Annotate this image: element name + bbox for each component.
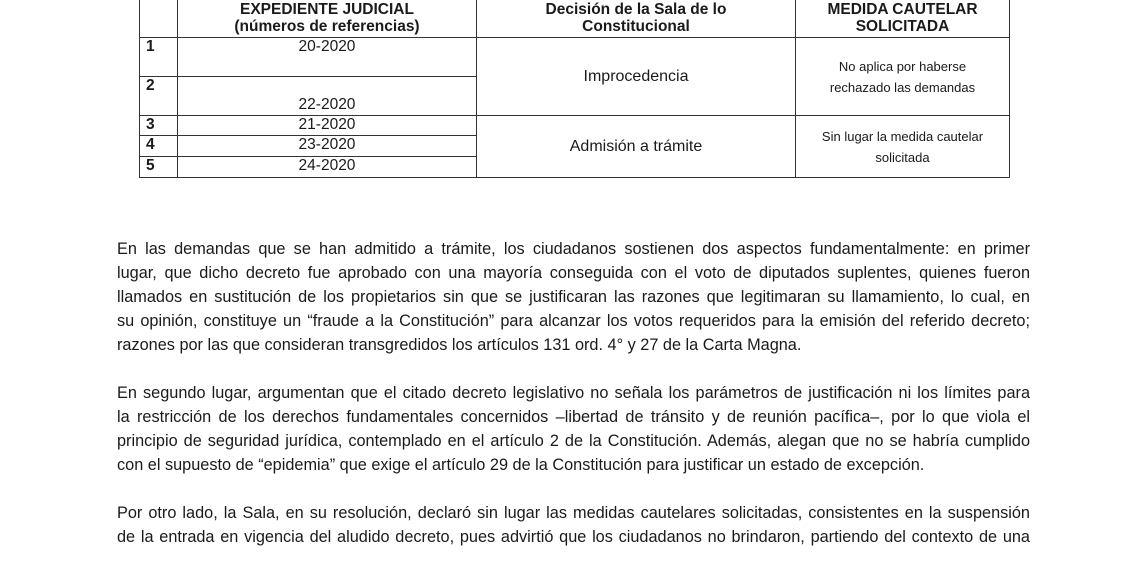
row-reference: 21-2020 [178,116,477,136]
text-line: con el supuesto de “epidemia” que exige el artículo 29 de la Constitución para justificar un estado de excepción. [117,456,925,474]
medida-line1: Sin lugar la medida cautelar [821,128,984,144]
text-line: En segundo lugar, argumentan que el citado decreto legislativo no señala los parámetros de justificación ni los límites para [117,384,1030,402]
text-line: Por otro lado, la Sala, en su resolución, declaró sin lugar las medidas cautelares solicitadas, consistentes en la suspensión [117,504,1030,522]
text-line: llamados en sustitución de los propietarios sin que se justificaran las razones que legitimaran su llamamiento, lo cual, en [117,288,1030,306]
row-number: 4 [140,136,178,157]
row-number: 3 [140,116,178,136]
table-header-row [140,0,1010,38]
header-decision [477,0,796,38]
header-decision-line2: Constitucional [582,18,690,35]
decision-cell: Admisión a trámite [477,116,796,178]
decision-cell: Improcedencia [477,38,796,116]
header-expediente-line1: EXPEDIENTE JUDICIAL [240,1,414,18]
row-reference: 22-2020 [178,77,477,116]
medida-line1: No aplica por haberse [838,58,967,74]
text-line: En las demandas que se han admitido a trámite, los ciudadanos sostienen dos aspectos fundamentalmente: en primer [117,240,1030,258]
table-row [140,116,1010,136]
medida-cell [796,116,1010,178]
header-expediente-line2: (números de referencias) [234,18,420,35]
paragraph [117,501,1030,549]
row-reference: 23-2020 [178,136,477,157]
medida-line2: rechazado las demandas [829,79,976,95]
header-expediente [178,0,477,38]
case-table [139,0,1010,178]
row-reference: 20-2020 [178,38,477,77]
header-medida [796,0,1010,38]
row-number: 2 [140,77,178,116]
text-line: razones por las que consideran transgredidos los artículos 131 ord. 4° y 27 de la Carta Magna. [117,336,802,354]
medida-line2: solicitada [875,149,930,165]
text-line: la restricción de los derechos fundamentales concernidos –libertad de tránsito y de reunión pacífica–, por lo que viola el [117,408,1030,426]
paragraph [117,237,1030,357]
paragraph [117,381,1030,477]
row-reference: 24-2020 [178,157,477,178]
text-line: lugar, que dicho decreto fue aprobado con una mayoría conseguida con el voto de diputados suplentes, quienes fueron [117,264,1030,282]
body-text [117,237,1030,573]
table-row [140,38,1010,77]
header-decision-line1: Decisión de la Sala de lo [545,1,727,18]
medida-cell [796,38,1010,116]
text-line: de la entrada en vigencia del aludido decreto, pues advirtió que los ciudadanos no brindaron, partiendo del contexto de una [117,528,1030,546]
text-line: su opinión, constituye un “fraude a la Constitución” para alcanzar los votos requeridos para la emisión del referido decreto; [117,312,1030,330]
row-number: 1 [140,38,178,77]
header-num [140,0,178,38]
row-number: 5 [140,157,178,178]
header-medida-line1: MEDIDA CAUTELAR [827,1,978,18]
header-medida-line2: SOLICITADA [855,18,950,35]
text-line: principio de seguridad jurídica, contemplado en el artículo 2 de la Constitución. Además, alegan que no se habría cumplido [117,432,1030,450]
